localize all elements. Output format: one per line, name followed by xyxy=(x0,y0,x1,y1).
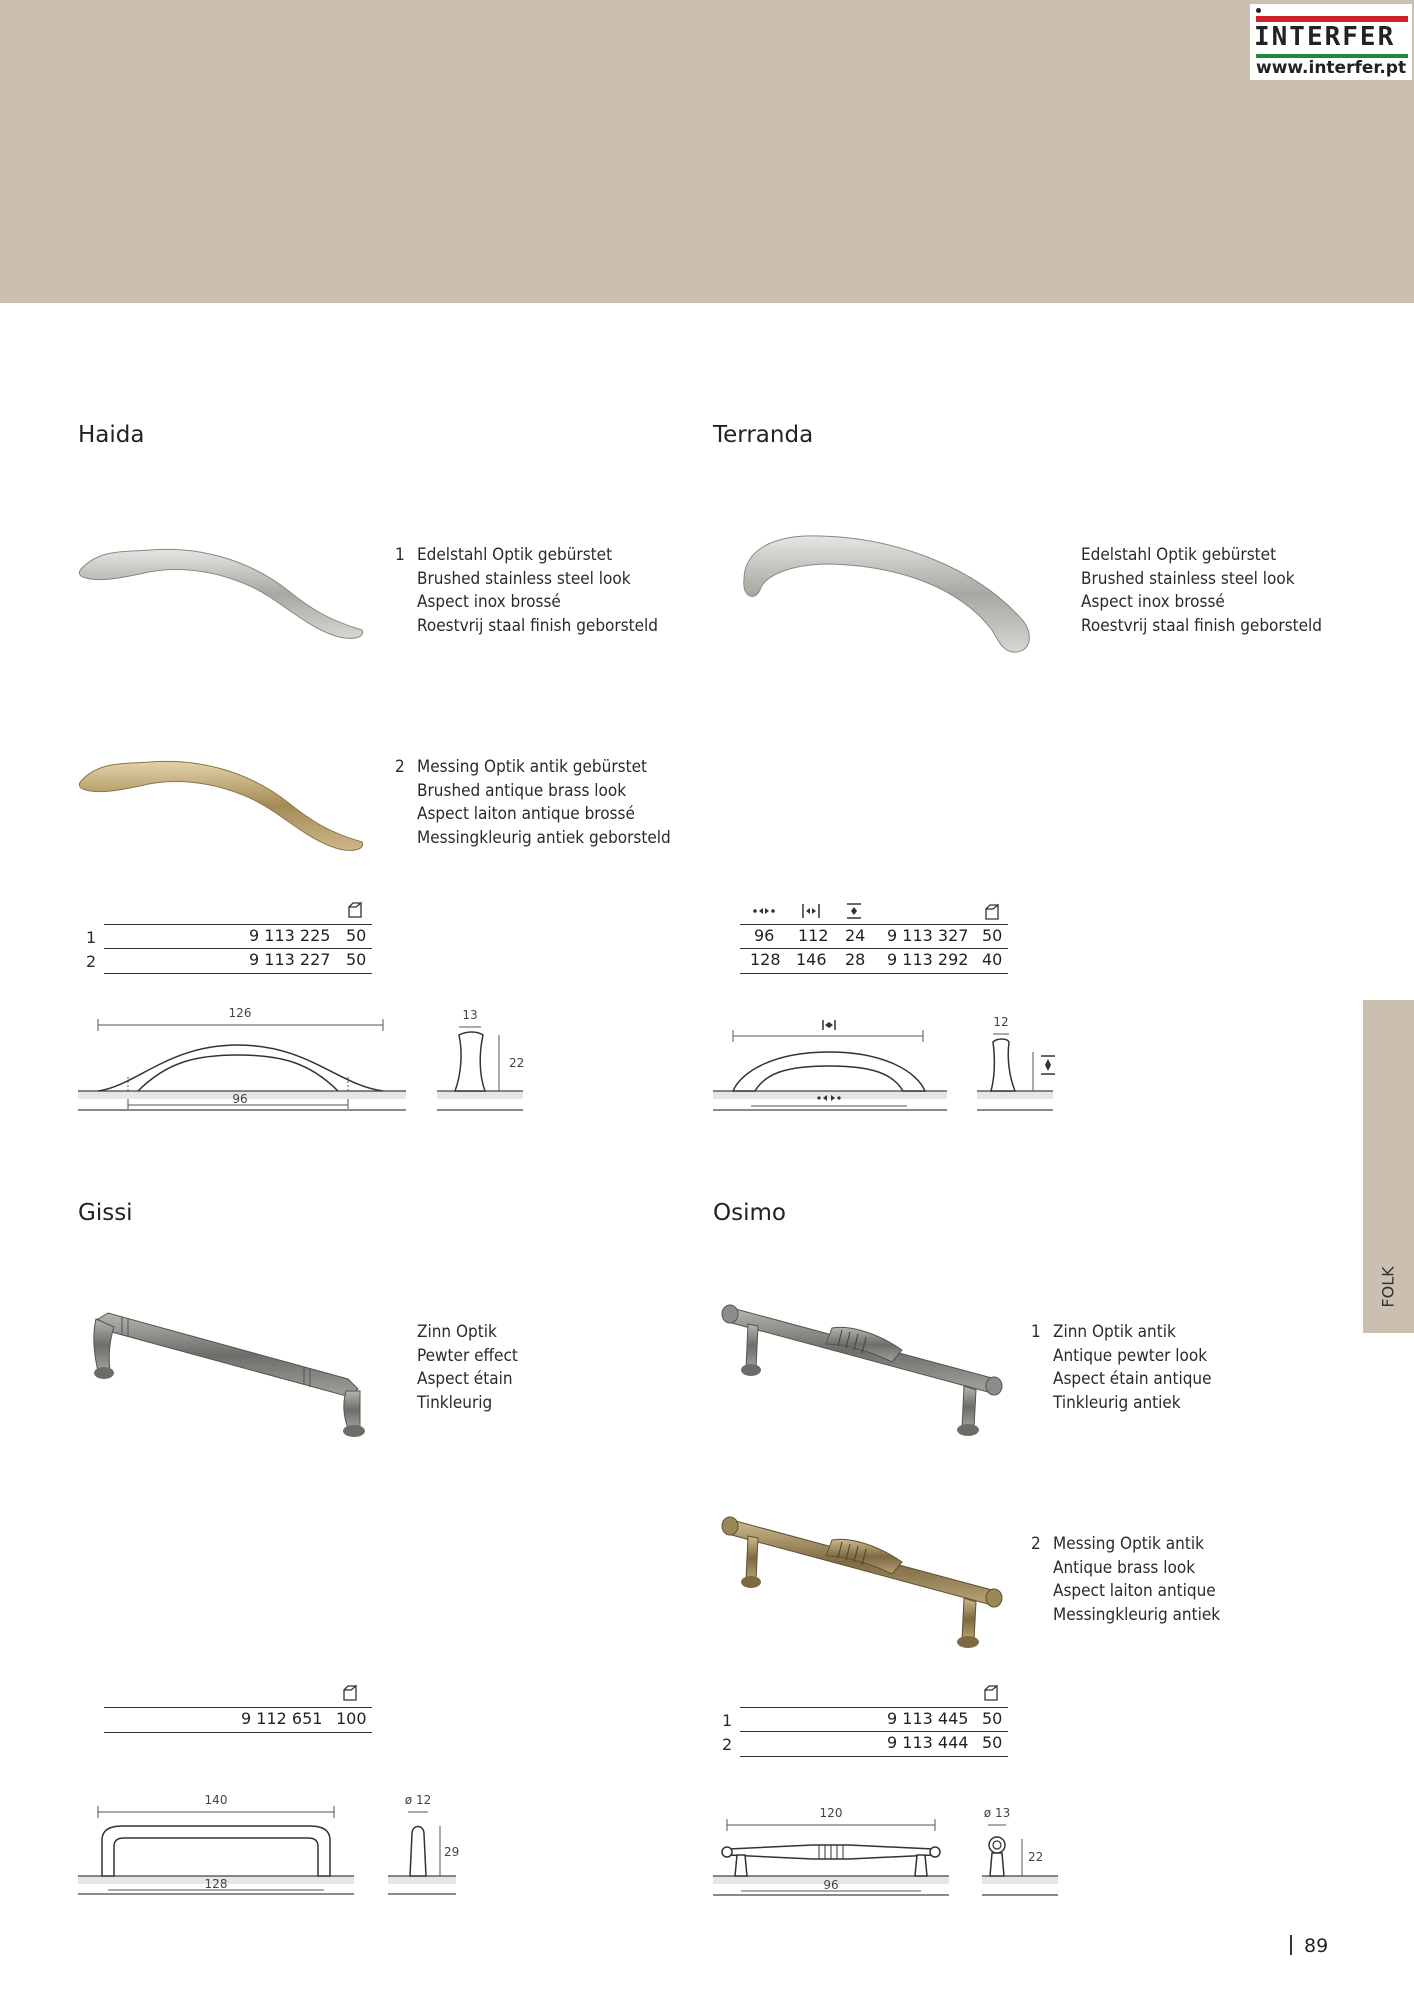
dim-height: 22 xyxy=(1028,1850,1044,1864)
height: 28 xyxy=(845,950,866,969)
finish-de: Edelstahl Optik gebürstet xyxy=(417,545,613,565)
dim-diameter: ø 13 xyxy=(983,1806,1011,1820)
product-image-osimo-pewter xyxy=(722,1298,1012,1448)
dim-length: 140 xyxy=(204,1793,228,1807)
finish-fr: Aspect laiton antique brossé xyxy=(417,804,635,824)
overall-length-icon xyxy=(823,1020,835,1030)
product-image-terranda xyxy=(740,530,1040,660)
finish-terranda xyxy=(1081,544,1322,638)
variant-number: 2 xyxy=(1031,1534,1041,1554)
finish-de: Zinn Optik antik xyxy=(1053,1322,1176,1342)
finish-nl: Tinkleurig xyxy=(417,1392,493,1413)
dim-length: 120 xyxy=(819,1806,843,1820)
drawing-haida-side xyxy=(437,1005,527,1115)
finish-de: Messing Optik antik xyxy=(1053,1534,1204,1554)
dim-hole-spacing: 96 xyxy=(232,1092,248,1106)
drawing-gissi-side xyxy=(388,1790,468,1895)
finish-en: Pewter effect xyxy=(417,1345,518,1366)
finish-en: Antique pewter look xyxy=(1053,1345,1208,1366)
variant-number: 1 xyxy=(395,545,405,565)
pack-qty: 50 xyxy=(346,926,367,945)
finish-fr: Aspect inox brossé xyxy=(417,592,561,612)
pack-qty: 50 xyxy=(982,1709,1003,1728)
table-row xyxy=(104,1707,372,1733)
height-icon xyxy=(1033,1052,1055,1091)
finish-en: Brushed antique brass look xyxy=(417,780,627,801)
drawing-osimo-side xyxy=(982,1803,1062,1895)
product-image-haida-brass xyxy=(80,742,370,862)
finish-en: Brushed stainless steel look xyxy=(417,568,631,589)
product-image-osimo-brass xyxy=(722,1510,1012,1660)
article-code: 9 112 651 xyxy=(241,1709,323,1728)
package-icon xyxy=(343,1685,357,1701)
hole-spacing: 128 xyxy=(750,950,781,969)
product-title-osimo: Osimo xyxy=(713,1200,786,1226)
article-code: 9 113 227 xyxy=(249,950,331,969)
dim-hole-spacing: 96 xyxy=(823,1878,839,1892)
finish-gissi xyxy=(417,1321,518,1415)
finish-en: Brushed stainless steel look xyxy=(1081,568,1295,589)
dim-hole-spacing: 128 xyxy=(204,1877,228,1891)
row-number: 2 xyxy=(722,1735,733,1754)
article-code: 9 113 225 xyxy=(249,926,331,945)
pack-qty: 50 xyxy=(982,926,1003,945)
table-header-icons xyxy=(752,902,1012,920)
product-title-gissi: Gissi xyxy=(78,1200,133,1226)
package-icon xyxy=(348,902,362,918)
finish-nl: Messingkleurig antiek xyxy=(1053,1604,1221,1625)
brand-name: INTERFER xyxy=(1254,22,1396,52)
package-icon xyxy=(986,905,998,919)
brand-url: www.interfer.pt xyxy=(1256,58,1407,78)
dim-width: 13 xyxy=(462,1008,478,1022)
finish-fr: Aspect étain xyxy=(417,1369,513,1389)
variant-number: 2 xyxy=(395,757,405,777)
variant-number: 1 xyxy=(1031,1322,1041,1342)
product-image-haida-steel xyxy=(80,530,370,650)
height-icon xyxy=(847,904,861,918)
row-number: 1 xyxy=(86,928,97,947)
overall-length: 112 xyxy=(798,926,829,945)
drawing-haida-front xyxy=(78,1005,408,1115)
finish-de: Edelstahl Optik gebürstet xyxy=(1081,545,1277,565)
finish-nl: Tinkleurig antiek xyxy=(1053,1392,1181,1413)
variant-osimo-2 xyxy=(1031,1533,1221,1627)
pack-qty: 50 xyxy=(982,1733,1003,1752)
article-code: 9 113 327 xyxy=(887,926,969,945)
variant-haida-1 xyxy=(395,544,659,638)
finish-en: Antique brass look xyxy=(1053,1557,1196,1578)
pack-qty: 100 xyxy=(336,1709,367,1728)
article-code: 9 113 444 xyxy=(887,1733,969,1752)
finish-nl: Messingkleurig antiek geborsteld xyxy=(417,827,671,848)
finish-fr: Aspect étain antique xyxy=(1053,1369,1212,1389)
page-number-divider xyxy=(1290,1935,1292,1955)
finish-de: Messing Optik antik gebürstet xyxy=(417,757,647,777)
finish-fr: Aspect laiton antique xyxy=(1053,1581,1216,1601)
brand-logo[interactable] xyxy=(1250,4,1412,80)
header-band xyxy=(0,0,1414,303)
page-number xyxy=(1290,1935,1328,1957)
table-row xyxy=(740,1707,1008,1731)
table-row xyxy=(104,924,372,948)
height: 24 xyxy=(845,926,866,945)
package-icon xyxy=(984,1685,998,1701)
row-number: 1 xyxy=(722,1711,733,1730)
table-row xyxy=(740,948,1008,974)
dim-length: 126 xyxy=(228,1006,252,1020)
pack-qty: 50 xyxy=(346,950,367,969)
article-code: 9 113 445 xyxy=(887,1709,969,1728)
table-row xyxy=(104,948,372,974)
drawing-terranda-side xyxy=(977,1012,1067,1115)
overall-length-icon xyxy=(803,904,819,918)
logo-dot xyxy=(1256,8,1261,13)
article-code: 9 113 292 xyxy=(887,950,969,969)
finish-nl: Roestvrij staal finish geborsteld xyxy=(417,615,659,636)
overall-length: 146 xyxy=(796,950,827,969)
finish-nl: Roestvrij staal finish geborsteld xyxy=(1081,615,1323,636)
section-tab-label: FOLK xyxy=(1378,1266,1398,1308)
dim-diameter: ø 12 xyxy=(404,1793,432,1807)
product-title-terranda: Terranda xyxy=(713,422,814,448)
hole-spacing-icon xyxy=(753,908,775,914)
pack-qty: 40 xyxy=(982,950,1003,969)
page-number-value: 89 xyxy=(1304,1935,1329,1957)
row-number: 2 xyxy=(86,952,97,971)
finish-fr: Aspect inox brossé xyxy=(1081,592,1225,612)
drawing-terranda-front xyxy=(713,1012,949,1115)
table-row xyxy=(740,1731,1008,1757)
finish-de: Zinn Optik xyxy=(417,1322,497,1342)
hole-spacing: 96 xyxy=(754,926,775,945)
drawing-osimo-front xyxy=(713,1803,953,1895)
product-image-gissi xyxy=(88,1305,378,1440)
variant-haida-2 xyxy=(395,756,671,850)
table-row xyxy=(740,924,1008,948)
dim-height: 29 xyxy=(444,1845,460,1859)
product-title-haida: Haida xyxy=(78,422,145,448)
drawing-gissi-front xyxy=(78,1790,358,1895)
dim-width: 12 xyxy=(993,1015,1009,1029)
dim-height: 22 xyxy=(509,1056,525,1070)
variant-osimo-1 xyxy=(1031,1321,1212,1415)
